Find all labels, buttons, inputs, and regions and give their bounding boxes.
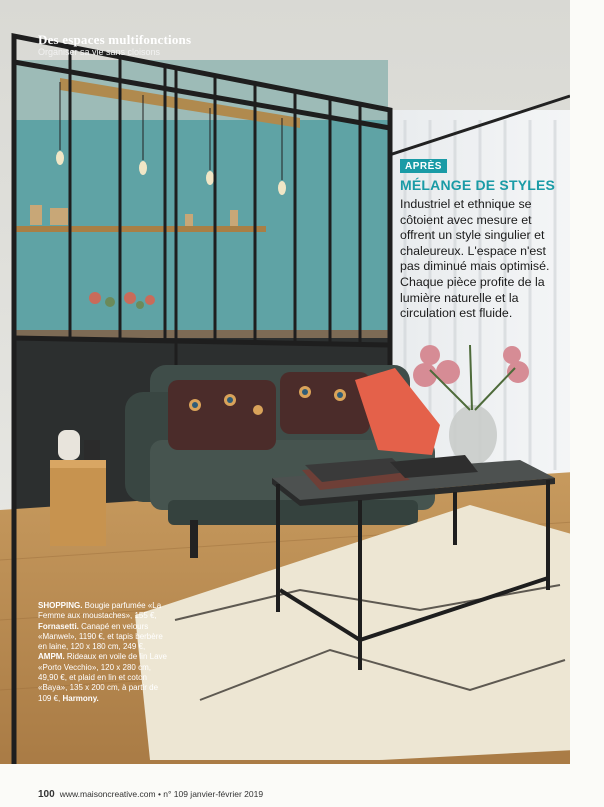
shopping-label: SHOPPING. [38, 601, 83, 610]
shopping-text: Rideaux en voile de lin Lave «Porto Vecchio», 120 x 280 cm, 49,90 €, et plaid en lin et coton «Baya», 135 x 200 cm, à partir de 109 €, [38, 652, 167, 703]
page-number: 100 [38, 789, 55, 800]
feature-headline: MÉLANGE DE STYLES [400, 177, 556, 193]
shopping-caption [38, 601, 168, 704]
shopping-text: Bougie parfumée «La Femme aux moustaches», 155 €, [38, 601, 162, 621]
shopping-brand: Harmony. [62, 693, 99, 703]
page-footer [38, 789, 263, 800]
apres-badge: APRÈS [400, 159, 447, 173]
section-subtitle: Organiser sa vie sans cloisons [38, 47, 161, 57]
shopping-brand: Fornasetti. [38, 621, 79, 631]
section-title: Des espaces multifonctions [38, 32, 192, 47]
shopping-text: Canapé en velours «Manwel», 1190 €, et tapis berbère en laine, 120 x 180 cm, 249 €, [38, 621, 163, 652]
shopping-brand: AMPM. [38, 652, 65, 662]
feature-body: Industriel et ethnique se côtoient avec mesure et offrent un style singulier et chaleureux. L'espace n'est pas diminué mais optimisé. Chaque pièce profite de la lumière naturelle et la circulation est fluide. [400, 197, 550, 321]
magazine-credit: www.maisoncreative.com • n° 109 janvier-février 2019 [59, 789, 264, 799]
